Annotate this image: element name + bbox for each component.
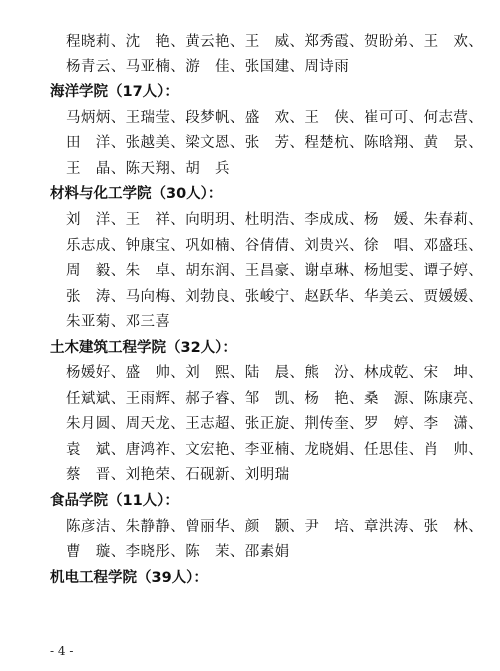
name-list-line: 任斌斌、王雨辉、郝子睿、邹 凯、杨 艳、桑 源、陈康亮、 bbox=[66, 391, 484, 407]
name-list-line: 袁 斌、唐鸿祚、文宏艳、李亚楠、龙晓娟、任思佳、肖 帅、 bbox=[66, 442, 484, 458]
name-list-line: 田 洋、张越美、梁文恩、张 芳、程楚杭、陈晗翔、黄 景、 bbox=[66, 135, 484, 151]
section-heading-civil: 土木建筑工程学院（32人）： bbox=[50, 340, 237, 356]
name-list-line: 乐志成、钟康宝、巩如楠、谷倩倩、刘贵兴、徐 唱、邓盛珏、 bbox=[66, 238, 484, 254]
name-list-line: 周 毅、朱 卓、胡东润、王昌豪、谢卓琳、杨旭雯、谭子婷、 bbox=[66, 263, 484, 279]
name-list-line: 程晓莉、沈 艳、黄云艳、王 威、郑秀霞、贺盼弟、王 欢、 bbox=[66, 34, 484, 50]
section-heading-mechatronics: 机电工程学院（39人）： bbox=[50, 570, 208, 586]
name-list-line: 杨青云、马亚楠、游 佳、张国建、周诗雨 bbox=[66, 59, 350, 75]
name-list-line: 蔡 晋、刘艳荣、石砚新、刘明瑞 bbox=[66, 467, 290, 483]
name-list-line: 刘 洋、王 祥、向明玥、杜明浩、李成成、杨 媛、朱春莉、 bbox=[66, 212, 484, 228]
page-number: - 4 - bbox=[50, 644, 74, 658]
section-heading-materials: 材料与化工学院（30人）： bbox=[50, 186, 223, 202]
name-list-line: 马炳炳、王瑞莹、段梦帆、盛 欢、王 侠、崔可可、何志营、 bbox=[66, 110, 484, 126]
name-list-line: 曹 璇、李晓彤、陈 茉、邵素娟 bbox=[66, 544, 290, 560]
name-list-line: 杨媛好、盛 帅、刘 熙、陆 晨、熊 汾、林成乾、宋 坤、 bbox=[66, 365, 484, 381]
name-list-line: 朱亚菊、邓三喜 bbox=[66, 314, 171, 330]
section-heading-haiyang: 海洋学院（17人）： bbox=[50, 84, 179, 100]
name-list-line: 朱月圆、周天龙、王志超、张正旋、荆传奎、罗 婷、李 潇、 bbox=[66, 416, 484, 432]
name-list-line: 陈彦洁、朱静静、曾丽华、颜 颢、尹 培、章洪涛、张 林、 bbox=[66, 519, 484, 535]
name-list-line: 王 晶、陈天翔、胡 兵 bbox=[66, 161, 230, 177]
section-heading-food: 食品学院（11人）： bbox=[50, 493, 179, 509]
name-list-line: 张 涛、马向梅、刘勃良、张峻宁、赵跃华、华美云、贾媛媛、 bbox=[66, 289, 484, 305]
